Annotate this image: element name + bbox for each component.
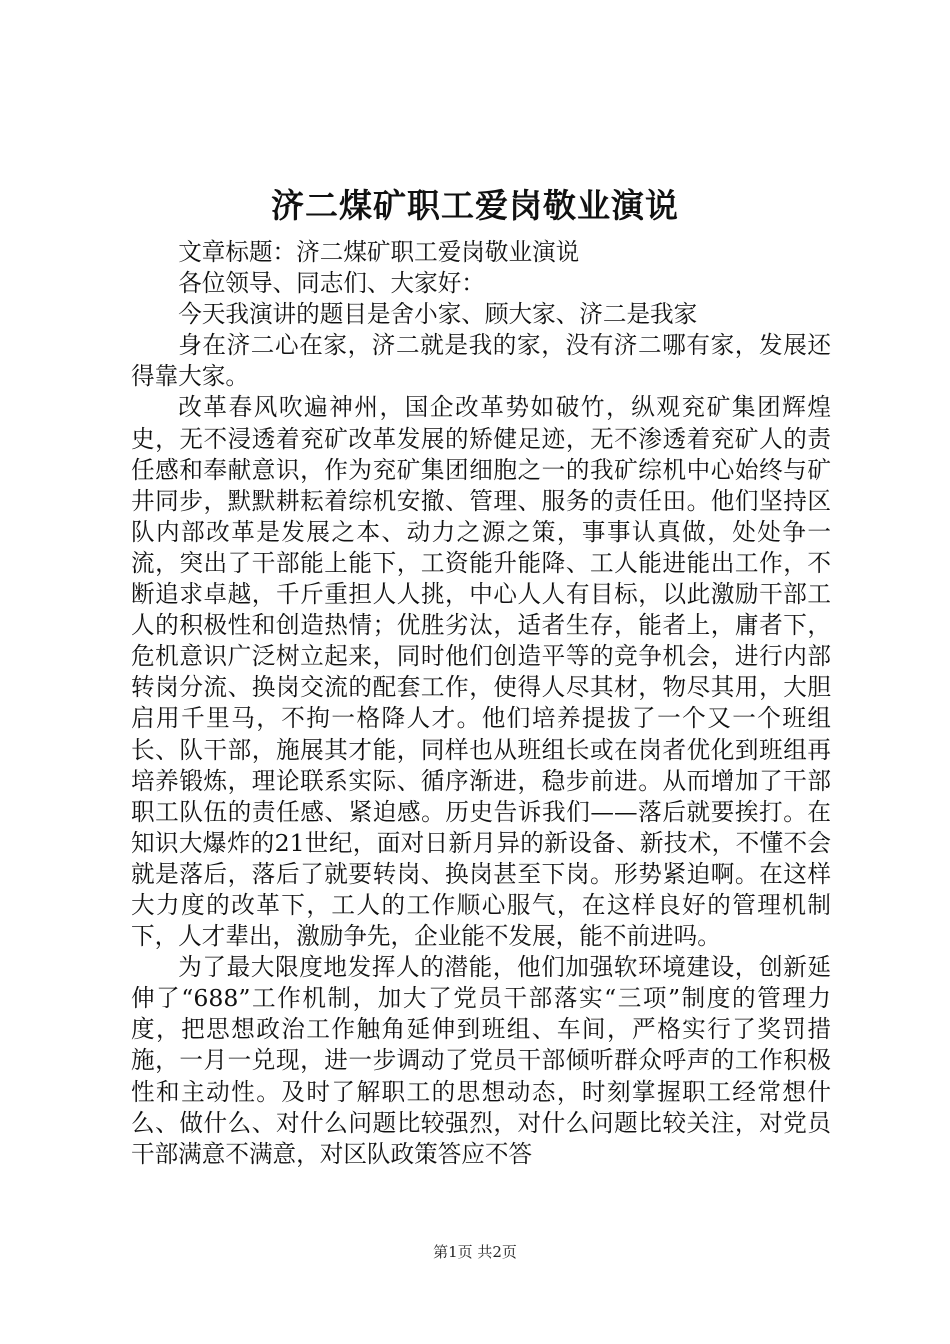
greeting-line: 各位领导、同志们、大家好： <box>178 269 485 298</box>
paragraph: 改革春风吹遍神州，国企改革势如破竹，纵观兖矿集团辉煌史，无不浸透着兖矿改革发展的矫健足迹，无不渗透着兖矿人的责任感和奉献意识，作为兖矿集团细胞之一的我矿综机中心始终与矿井同步，默默耕耘着综机安撤、管理、服务的责任田。他们坚持区队内部改革是发展之本、动力之源之策，事事认真做，处处争一流，突出了干部能上能下，工资能升能降、工人能进能出工作，不断追求卓越，千斤重担人人挑，中心人人有目标，以此激励干部工人的积极性和创造热情；优胜劣汰，适者生存，能者上，庸者下，危机意识广泛树立起来，同时他们创造平等的竞争机会，进行内部转岗分流、换岗交流的配套工作，使得人尽其材，物尽其用，大胆启用千里马，不拘一格降人才。他们培养提拔了一个又一个班组长、队干部，施展其才能，同样也从班组长或在岗者优化到班组再培养锻炼，理论联系实际、循序渐进，稳步前进。从而增加了干部职工队伍的责任感、紧迫感。历史告诉我们——落后就要挨打。在知识大爆炸的21世纪，面对日新月异的新设备、新技术，不懂不会就是落后，落后了就要转岗、换岗甚至下岗。形势紧迫啊。在这样大力度的改革下，工人的工作顺心服气，在这样良好的管理机制下，人才辈出，激励争先，企业能不发展，能不前进吗。 <box>131 393 831 951</box>
article-title-line: 文章标题：济二煤矿职工爱岗敬业演说 <box>178 238 580 266</box>
page-footer: 第1页 共2页 <box>433 1243 517 1261</box>
paragraph: 为了最大限度地发挥人的潜能，他们加强软环境建设，创新延伸了“688”工作机制，加大了党员干部落实“三项”制度的管理力度，把思想政治工作触角延伸到班组、车间，严格实行了奖罚措施，一月一兑现，进一步调动了党员干部倾听群众呼声的工作积极性和主动性。及时了解职工的思想动态，时刻掌握职工经常想什么、做什么、对什么问题比较强烈，对什么问题比较关注，对党员干部满意不满意，对区队政策答应不答 <box>131 953 831 1168</box>
document-body <box>131 237 831 1170</box>
document-title: 济二煤矿职工爱岗敬业演说 <box>271 186 679 225</box>
speech-topic-line: 今天我演讲的题目是舍小家、顾大家、济二是我家 <box>178 300 698 329</box>
paragraph: 身在济二心在家，济二就是我的家，没有济二哪有家，发展还得靠大家。 <box>131 331 831 391</box>
